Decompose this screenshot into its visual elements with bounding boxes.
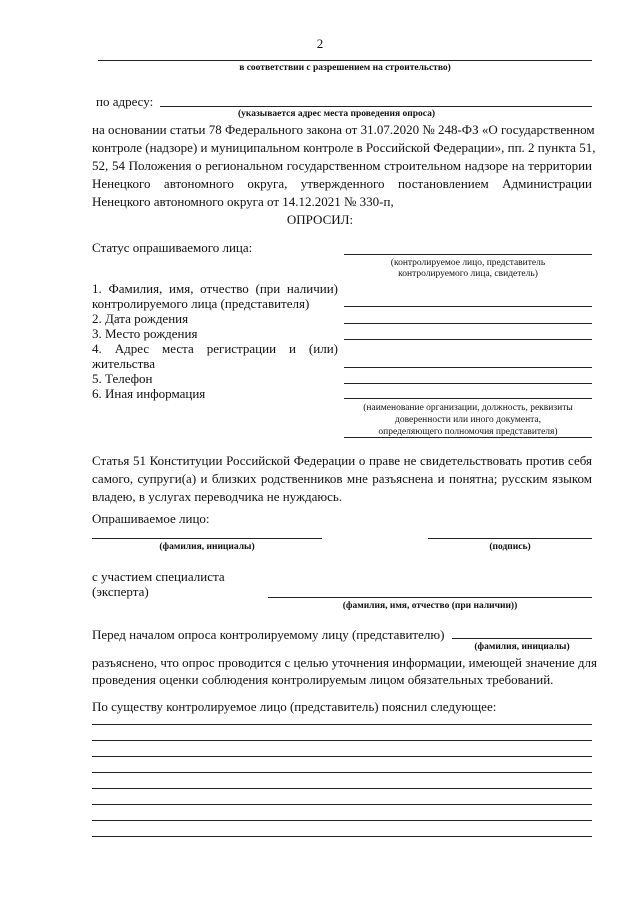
field-4-label-line-2: жительства bbox=[92, 356, 155, 371]
before-line-1: Перед началом опроса контролируемому лицу (представителю) bbox=[92, 627, 445, 642]
explanation-line-1[interactable] bbox=[92, 724, 592, 725]
field-1-label-line-2: контролируемого лица (представителя) bbox=[92, 296, 310, 311]
explanation-label: По существу контролируемое лицо (представитель) пояснил следующее: bbox=[92, 699, 497, 714]
respondent-signature-field[interactable] bbox=[428, 538, 592, 539]
constitution-line-1: Статья 51 Конституции Российской Федерации о праве не свидетельствовать против себя bbox=[92, 453, 592, 468]
field-6-input[interactable] bbox=[344, 398, 592, 399]
address-label: по адресу: bbox=[96, 94, 154, 109]
address-field[interactable] bbox=[160, 106, 592, 107]
specialist-line-2: (эксперта) bbox=[92, 584, 149, 599]
before-name-caption: (фамилия, инициалы) bbox=[474, 642, 570, 652]
field-3-label: 3. Место рождения bbox=[92, 326, 198, 341]
respondent-label: Опрашиваемое лицо: bbox=[92, 511, 210, 526]
before-line-3: проведения оценки соблюдения контролируемым лицом обязательных требований. bbox=[92, 672, 554, 687]
field-3-input[interactable] bbox=[344, 339, 592, 340]
other-caption-line-1: (наименование организации, должность, реквизиты bbox=[363, 403, 573, 413]
constitution-line-3: владею, в услугах переводчика не нуждаюсь. bbox=[92, 489, 343, 504]
respondent-name-caption: (фамилия, инициалы) bbox=[159, 542, 255, 552]
field-2-label: 2. Дата рождения bbox=[92, 311, 189, 326]
other-caption-line-3: определяющего полномочия представителя) bbox=[378, 427, 558, 437]
field-6-label: 6. Иная информация bbox=[92, 386, 206, 401]
status-caption-line-1: (контролируемое лицо, представитель bbox=[390, 258, 546, 268]
field-1-label-line-1: 1. Фамилия, имя, отчество (при наличии) bbox=[92, 281, 338, 296]
respondent-signature-caption: (подпись) bbox=[489, 542, 531, 552]
specialist-caption: (фамилия, имя, отчество (при наличии)) bbox=[342, 601, 518, 611]
before-name-field[interactable] bbox=[452, 638, 592, 639]
status-caption-line-2: контролируемого лица, свидетель) bbox=[398, 269, 538, 279]
status-field[interactable] bbox=[344, 254, 592, 255]
explanation-line-7[interactable] bbox=[92, 820, 592, 821]
field-5-label: 5. Телефон bbox=[92, 371, 153, 386]
specialist-name-field[interactable] bbox=[268, 597, 592, 598]
status-label: Статус опрашиваемого лица: bbox=[92, 240, 253, 255]
field-1-input[interactable] bbox=[344, 306, 592, 307]
other-caption-line-2: доверенности или иного документа, bbox=[394, 415, 542, 425]
field-5-input[interactable] bbox=[344, 383, 592, 384]
basis-line-3: 52, 54 Положения о региональном государственном строительном надзоре на территории bbox=[92, 158, 592, 173]
field-4-input[interactable] bbox=[344, 367, 592, 368]
explanation-line-4[interactable] bbox=[92, 772, 592, 773]
explanation-line-6[interactable] bbox=[92, 804, 592, 805]
constitution-line-2: самого, супруги(а) и близких родственников мне разъяснена и понятна; русским языком bbox=[92, 471, 592, 486]
address-caption: (указывается адрес места проведения опроса) bbox=[238, 109, 436, 119]
explanation-line-5[interactable] bbox=[92, 788, 592, 789]
specialist-line-1: с участием специалиста bbox=[92, 569, 225, 584]
section-heading: ОПРОСИЛ: bbox=[286, 212, 354, 227]
header-caption: в соответствии с разрешением на строительство) bbox=[239, 63, 451, 73]
field-4-label-line-1: 4. Адрес места регистрации и (или) bbox=[92, 341, 338, 356]
explanation-line-8[interactable] bbox=[92, 836, 592, 837]
explanation-line-2[interactable] bbox=[92, 740, 592, 741]
basis-line-5: Ненецкого автономного округа от 14.12.2021 № 330-п, bbox=[92, 194, 394, 209]
explanation-line-3[interactable] bbox=[92, 756, 592, 757]
basis-line-1: на основании статьи 78 Федерального закона от 31.07.2020 № 248-ФЗ «О государственном bbox=[92, 122, 595, 137]
header-line bbox=[98, 60, 592, 61]
before-line-2: разъяснено, что опрос проводится с целью уточнения информации, имеющей значение для bbox=[92, 655, 597, 670]
other-info-underline bbox=[344, 437, 592, 438]
field-2-input[interactable] bbox=[344, 323, 592, 324]
page-number: 2 bbox=[316, 36, 324, 51]
respondent-name-field[interactable] bbox=[92, 538, 322, 539]
basis-line-4: Ненецкого автономного округа, утвержденного постановлением Администрации bbox=[92, 176, 592, 191]
basis-line-2: контроле (надзоре) и муниципальном контроле в Российской Федерации», пп. 2 пункта 51, bbox=[92, 140, 596, 155]
